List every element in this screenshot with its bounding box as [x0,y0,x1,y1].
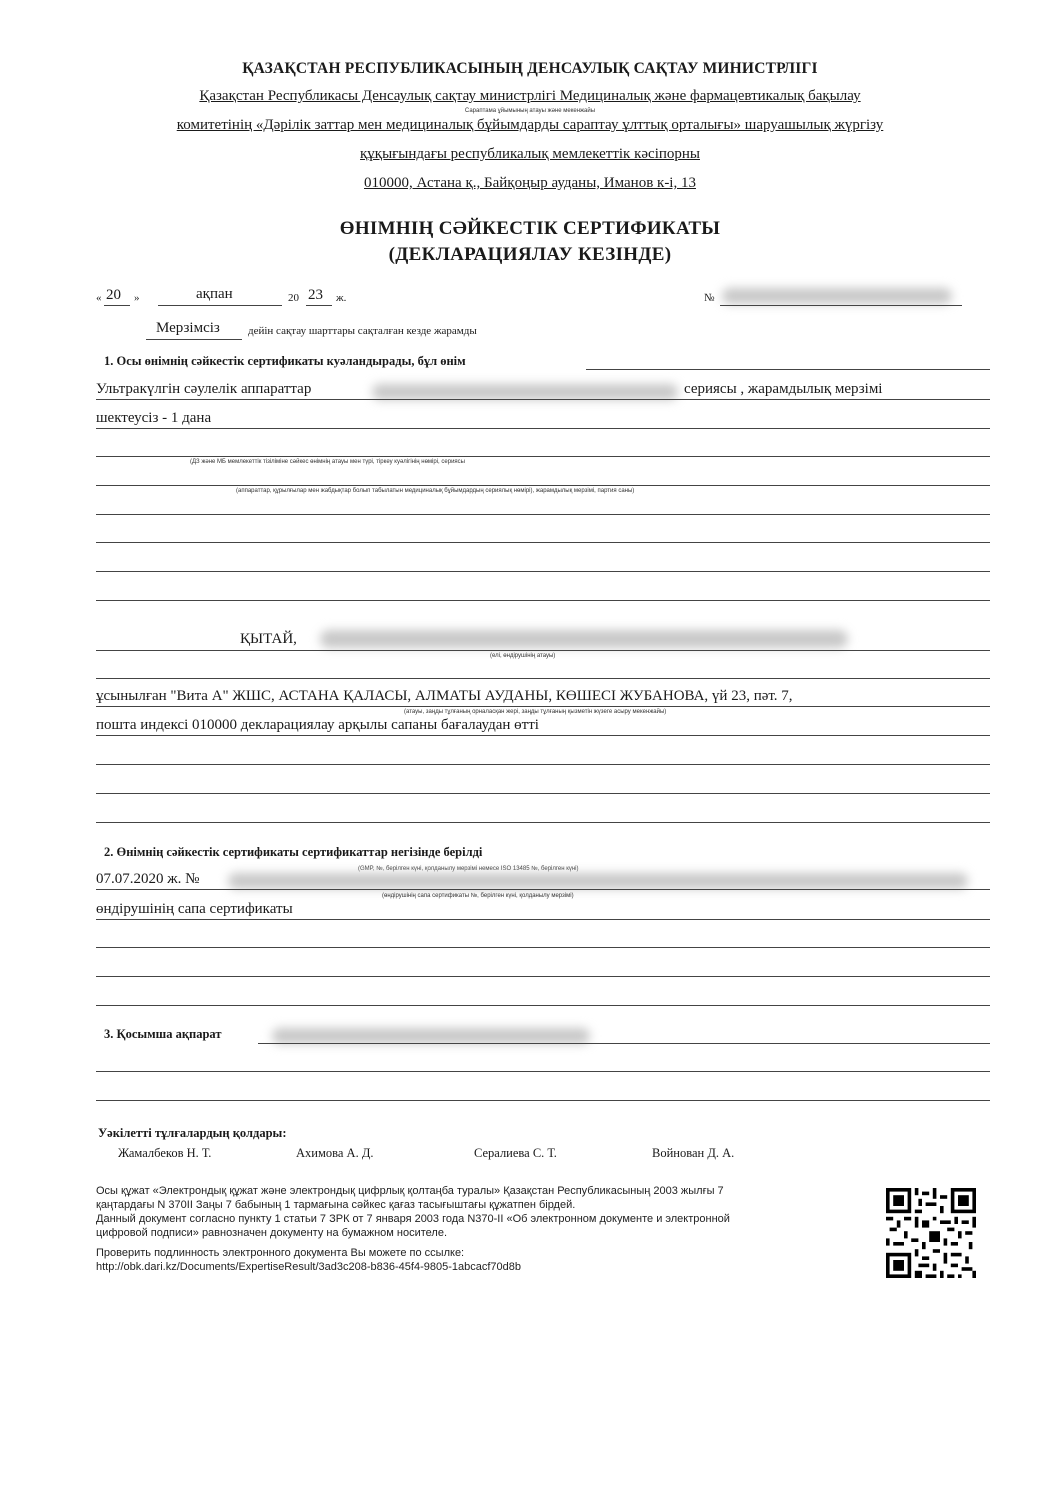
signatory-4: Войнован Д. А. [652,1146,735,1160]
quality-certificate: өндірушінің сапа сертификаты [96,901,293,917]
date-day: 20 [106,287,121,303]
section2-caption-1: (GMP, №, берілген күні, қолданылу мерзімі немесе ISO 13485 №, берілген күні) [358,866,579,872]
certificate-title: ӨНІМНІҢ СӘЙКЕСТІК СЕРТИФИКАТЫ [339,218,721,239]
footer-ru-line-2: цифровой подписи» равнозначен документу на бумажном носителе. [96,1227,448,1239]
header-caption: Сараптама ұйымының атауы және мекенжайы [464,108,596,114]
ministry-title: ҚАЗАҚСТАН РЕСПУБЛИКАСЫНЫҢ ДЕНСАУЛЫҚ САҚТАУ МИНИСТРЛІГІ [242,60,818,77]
certificate-number-label: № [704,292,715,304]
postal-line: пошта индексі 010000 декларациялау арқылы сапаны бағалаудан өтті [96,717,539,733]
validity-text: дейін сақтау шарттары сақталған кезде жарамды [248,325,477,337]
footer-verify-line: Проверить подлинность электронного документа Вы можете по ссылке: [96,1247,465,1259]
date-year-suffix: 23 [308,287,323,303]
footer-kz-line-2: қаңтардағы N 370II Заңы 7 бабының 1 тармағына сәйкес қағаз тасығыштағы құжатпен бірдей. [96,1199,576,1211]
product-name: Ультракүлгін сәулелік аппараттар [96,381,312,397]
redacted-certificate-number [722,288,952,304]
applicant-line: ұсынылған "Вита А" ЖШС, АСТАНА ҚАЛАСЫ, АЛМАТЫ АУДАНЫ, КӨШЕСІ ЖУБАНОВА, үй 23, пәт. 7, [96,688,793,704]
header-line-3: құқығындағы республикалық мемлекеттік кәсіпорны [360,146,700,162]
section2-caption-2: (өндірушінің сапа сертификаты №, берілген күні, қолданылу мерзімі) [382,893,574,899]
header-line-1: Қазақстан Республикасы Денсаулық сақтау министрлігі Медициналық және фармацевтикалық бақылау [199,88,861,104]
qr-code-icon [886,1188,976,1278]
header-line-2: комитетінің «Дәрілік заттар мен медициналық бұйымдарды сараптау ұлттық орталығы» шаруашылық жүргізу [176,117,884,133]
redacted-certificate-details [228,873,968,889]
date-year-prefix: 20 [288,292,299,304]
section3-heading: 3. Қосымша ақпарат [104,1027,222,1041]
signatory-3: Сералиева С. Т. [474,1146,557,1160]
product-quantity: шектеусіз - 1 дана [96,410,212,426]
section2-heading: 2. Өнімнің сәйкестік сертификаты сертификаттар негізінде берілді [104,845,483,859]
footer-ru-line-1: Данный документ согласно пункту 1 статьи 7 ЗРК от 7 января 2003 года N370-II «Об электронном документе и электронной [96,1213,730,1225]
certificate-subtitle: (ДЕКЛАРАЦИЯЛАУ КЕЗІНДЕ) [388,244,672,265]
section1-heading: 1. Осы өнімнің сәйкестік сертификаты куәландырады, бұл өнім [104,354,466,368]
date-open-quote: « [96,292,102,304]
verification-link[interactable]: http://obk.dari.kz/Documents/ExpertiseResult/3ad3c208-b836-45f4-9805-1abcacf70d8b [96,1261,521,1273]
product-series-label: сериясы , жарамдылық мерзімі [684,381,883,397]
signatory-1: Жамалбеков Н. Т. [118,1146,212,1160]
date-close-quote: » [134,292,140,304]
certificate-date: 07.07.2020 ж. № [96,871,200,887]
signatures-heading: Уәкілетті тұлғалардың қолдары: [98,1126,287,1140]
redacted-additional-info [272,1028,590,1044]
date-month: ақпан [196,286,233,302]
applicant-caption: (атауы, заңды тұлғаның орналасқан жері, заңды тұлғаның қызметін жүзеге асыру мекенжайы) [404,709,667,715]
validity-value: Мерзімсіз [156,320,220,336]
redacted-product-series [372,384,678,400]
manufacturer-country: ҚЫТАЙ, [240,631,297,647]
signatory-2: Ахимова А. Д. [296,1146,374,1160]
header-address: 010000, Астана қ., Байқоңыр ауданы, Иманов к-і, 13 [364,175,696,191]
footer-kz-line-1: Осы құжат «Электрондық құжат және электрондық цифрлық қолтаңба туралы» Қазақстан Республикасының 2003 жылғы 7 [96,1185,724,1197]
section1-caption-1: (ДЗ және МБ мемлекеттік тізіліміне сәйкес өнімнің атауы мен түрі, тіркеу куәлігінің нөмірі, сериясы [190,459,465,465]
redacted-manufacturer-name [320,630,848,648]
manufacturer-caption: (елі, өндірушінің атауы) [490,653,556,659]
section1-caption-2: (аппараттар, құрылғылар мен жабдықтар болып табылатын медициналық бұйымдардың сериялық нөмірі), жарамдылық мерзімі, партия саны) [236,488,635,494]
date-year-unit: ж. [336,292,347,304]
